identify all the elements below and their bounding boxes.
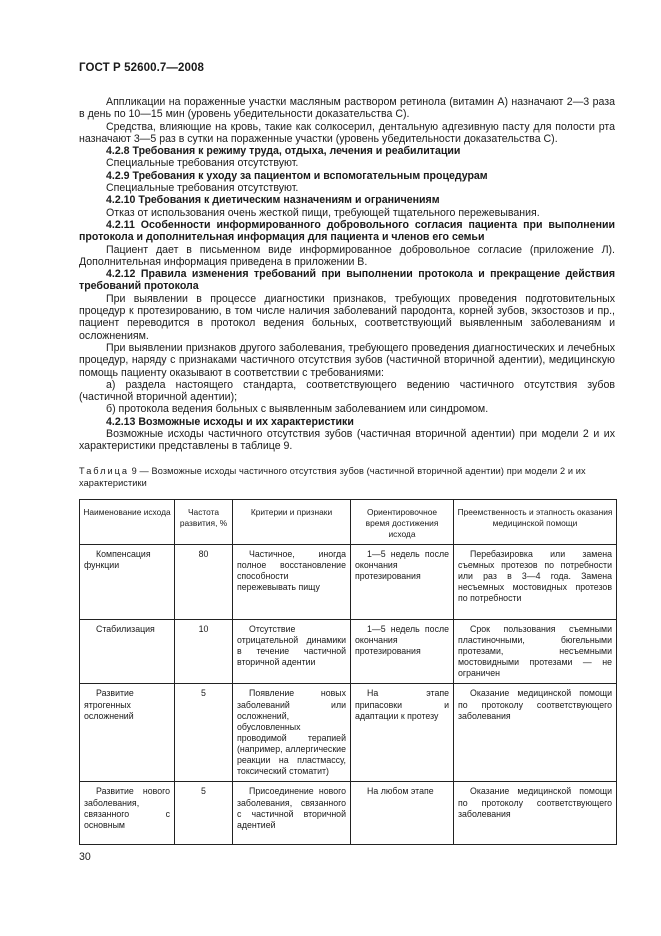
column-header: Наименование исхода [80,500,175,545]
table-cell: На любом этапе [351,782,454,845]
paragraph: При выявлении в процессе диагностики признаков, требующих проведения подготовительных процедур к протезированию, в том числе наличия заболеваний пародонта, корней зубов, экзостозов и пр., пациент переводится в протокол ведения больных, соответствующий выявленным заболеваниям и осложнениям. [79,292,615,342]
table-cell: 5 [175,684,233,782]
table-cell: 5 [175,782,233,845]
section-heading: 4.2.9 Требования к уходу за пациентом и вспомогательным процедурам [106,169,488,182]
table-cell: Оказание медицинской помощи по протоколу соответствующего заболевания [454,684,617,782]
paragraph: При выявлении признаков другого заболевания, требующего проведения диагностических и лечебных процедур, наряду с признаками частичного отсутствия зубов (частичной вторичной адентии), медицинскую помощь пациенту оказывают в соответствии с требованиями: [79,341,615,379]
column-header: Преемственность и этапность оказания медицинской помощи [454,500,617,545]
table-cell: Развитие ятрогенных осложнений [80,684,175,782]
section-heading: 4.2.11 Особенности информированного добровольного согласия пациента при выполнении протокола и дополнительная информация для пациента и членов его семьи [79,218,615,244]
column-header: Частота развития, % [175,500,233,545]
column-header: Критерии и признаки [233,500,351,545]
page-header: ГОСТ Р 52600.7—2008 [79,62,204,74]
paragraph: Средства, влияющие на кровь, такие как солкосерил, дентальную адгезивную пасту для полости рта назначают 3—5 раз в сутки на пораженные участки (уровень убедительности доказательства С). [79,120,615,145]
list-item: а) раздела настоящего стандарта, соответствующего ведению частичного отсутствия зубов (частичной вторичной адентии); [79,378,615,404]
paragraph: Специальные требования отсутствуют. [106,157,299,170]
table-cell: 10 [175,620,233,684]
table-cell: Стабилизация [80,620,175,684]
table-caption-label: Таблица [79,466,130,476]
list-item: б) протокола ведения больных с выявленным заболеванием или синдромом. [106,403,489,416]
table-cell: Частичное, иногда полное восстановление способности пережевывать пищу [233,545,351,620]
paragraph: Отказ от использования очень жесткой пищи, требующей тщательного пережевывания. [106,206,540,219]
table-cell: Срок пользования съемными пластиночными, бюгельными протезами, несъемными мостовидными протезами — не ограничен [454,620,617,684]
table-cell: Развитие нового заболевания, связанного с основным [80,782,175,845]
table-row [80,782,617,845]
outcomes-table [79,499,617,845]
page-number: 30 [79,851,91,863]
table-row [80,545,617,620]
paragraph: Пациент дает в письменном виде информированное добровольное согласие (приложение Л). Дополнительная информация приведена в приложении В. [79,243,615,268]
table-caption-text: 9 — Возможные исходы частичного отсутствия зубов (частичной вторичной адентии) при модели 2 и их характеристики [79,466,586,488]
table-cell: Перебазировка или замена съемных протезов по потребности или раз в 3—4 года. Замена несъемных мостовидных протезов по потребности [454,545,617,620]
body-text [79,96,615,453]
table-cell: Оказание медицинской помощи по протоколу соответствующего заболевания [454,782,617,845]
table-cell: 80 [175,545,233,620]
table-cell: 1—5 недель после окончания протезирования [351,545,454,620]
paragraph: Аппликации на пораженные участки масляным раствором ретинола (витамин А) назначают 2—3 раза в день по 10—15 мин (уровень убедительности доказательства С). [79,96,615,121]
column-header: Ориентировочное время достижения исхода [351,500,454,545]
table-header-row [80,500,617,545]
table-caption [79,466,615,489]
paragraph: Возможные исходы частичного отсутствия зубов (частичная вторичной адентии) при модели 2 и их характеристики представлены в таблице 9. [79,428,615,453]
table-cell: Присоединение нового заболевания, связанного с частичной вторичной адентией [233,782,351,845]
section-heading: 4.2.12 Правила изменения требований при выполнении протокола и прекращение действия требований протокола [79,268,615,293]
table-row [80,684,617,782]
table-cell: На этапе припасовки и адаптации к протезу [351,684,454,782]
table-cell: 1—5 недель после окончания протезирования [351,620,454,684]
table-cell: Появление новых заболеваний или осложнений, обусловленных проводимой терапией (например, аллергические реакции на пластмассу, токсический стоматит) [233,684,351,782]
paragraph: Специальные требования отсутствуют. [106,182,299,195]
table-cell: Компенсация функции [80,545,175,620]
section-heading: 4.2.8 Требования к режиму труда, отдыха, лечения и реабилитации [106,145,461,158]
section-heading: 4.2.10 Требования к диетическим назначениям и ограничениям [106,194,440,207]
table-row [80,620,617,684]
table-cell: Отсутствие отрицательной динамики в течение частичной вторичной адентии [233,620,351,684]
section-heading: 4.2.13 Возможные исходы и их характеристики [106,415,354,428]
